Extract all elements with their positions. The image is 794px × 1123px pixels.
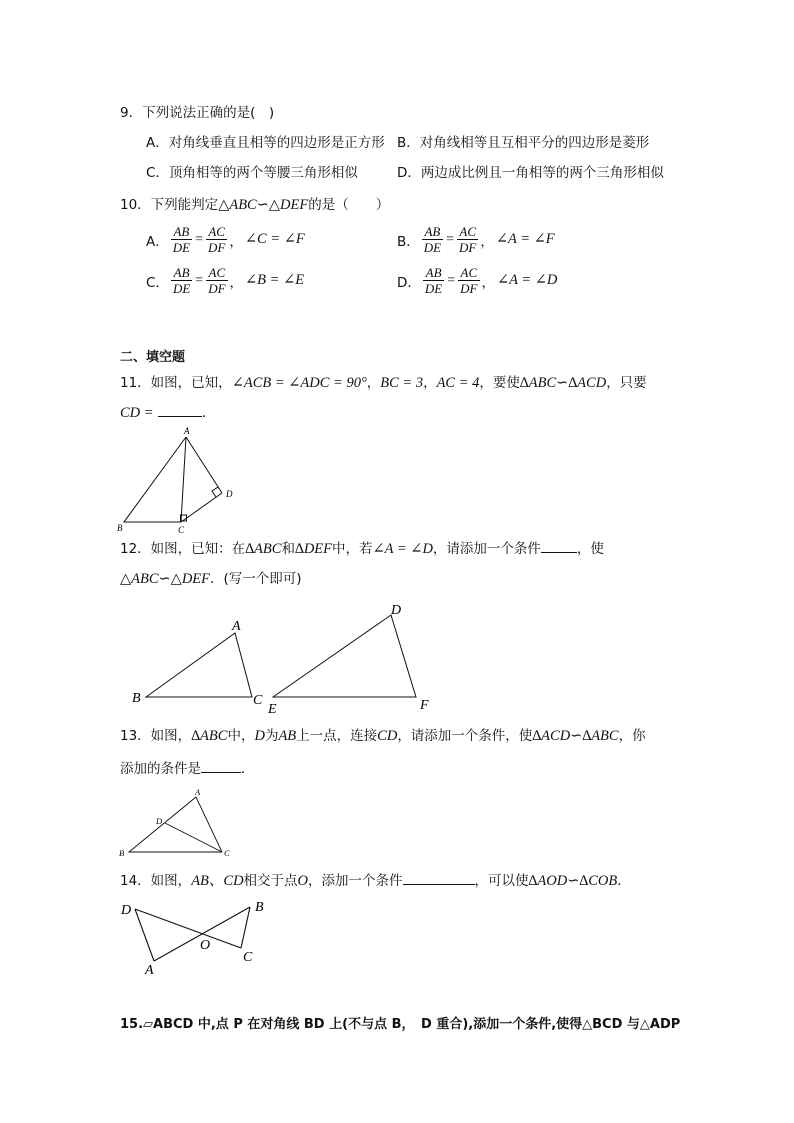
fraction: $\frac{AC}{DF}$ [208, 265, 226, 296]
svg-text:C: C [253, 693, 263, 708]
q13-line2: 添加的条件是 ． [120, 761, 255, 777]
fraction: $\frac{AC}{DF}$ [208, 224, 226, 255]
q11-triangles [124, 437, 222, 522]
answer-blank[interactable] [541, 540, 577, 553]
svg-text:D: D [156, 816, 163, 826]
q10-option-b: B． $\frac{AB}{DE}$ = $\frac{AC}{DF}$ ， ∠A = ∠F [397, 224, 555, 255]
q13-line1: 13．如图，∆ABC中，D为AB上一点，连接CD，请添加一个条件，使∆ACD∽∆ABC，你 [120, 728, 646, 744]
label-b: B [117, 523, 123, 533]
q13-figure [116, 786, 246, 862]
answer-blank[interactable] [403, 872, 475, 885]
fraction: $\frac{AB}{DE}$ [423, 224, 442, 255]
q9-option-b: B．对角线相等且互相平分的四边形是菱形 [397, 135, 650, 151]
q9-option-d: D．两边成比例且一角相等的两个三角形相似 [397, 165, 664, 181]
label-d: D [226, 489, 233, 499]
q12-line1: 12．如图，已知：在∆ABC和∆DEF中，若∠A = ∠D，请添加一个条件 ，使 [120, 541, 604, 557]
triangle-def [273, 615, 416, 697]
q12-figure [128, 600, 438, 718]
segment-bc [241, 907, 250, 948]
answer-blank[interactable] [201, 760, 241, 773]
q11-line1: 11．如图，已知，∠ACB = ∠ADC = 90°，BC = 3，AC = 4，要使∆ABC∽∆ACD，只要 [120, 375, 647, 391]
svg-text:A: A [232, 619, 241, 634]
q9-option-c: C．顶角相等的两个等腰三角形相似 [146, 165, 358, 181]
fraction: $\frac{AB}{DE}$ [172, 224, 191, 255]
fraction: $\frac{AC}{DF}$ [459, 224, 477, 255]
q12-line2: △ABC∽△DEF．(写一个即可) [120, 571, 302, 587]
q10-stem-math: △ABC∽△DEF [218, 197, 309, 213]
svg-text:A: A [195, 787, 201, 797]
q11-figure [115, 425, 245, 535]
fraction: $\frac{AC}{DF}$ [460, 265, 478, 296]
svg-text:C: C [243, 950, 253, 965]
segment-da [135, 909, 154, 961]
svg-text:C: C [224, 848, 230, 858]
svg-text:E: E [268, 702, 277, 717]
svg-text:F: F [420, 698, 429, 713]
triangle-abc [129, 797, 222, 852]
svg-text:B: B [119, 848, 125, 858]
svg-text:O: O [200, 938, 211, 953]
q11-line2: CD = ． [120, 405, 216, 421]
svg-text:B: B [255, 900, 264, 915]
q14-line: 14．如图，AB、CD相交于点O，添加一个条件 ，可以使∆AOD∽∆COB． [120, 873, 631, 889]
q10-option-a: A． $\frac{AB}{DE}$ = $\frac{AC}{DF}$ ， ∠C = ∠F [146, 224, 305, 255]
svg-text:A: A [145, 963, 154, 978]
label-c: C [178, 525, 185, 535]
triangle-abc [146, 633, 252, 697]
svg-text:D: D [121, 903, 132, 918]
q10-stem: 10．下列能判定△ABC∽△DEF的是（ ） [120, 197, 390, 213]
q10-option-c: C． $\frac{AB}{DE}$ = $\frac{AC}{DF}$ ， ∠B = ∠E [146, 265, 305, 296]
section-heading: 二、填空题 [120, 350, 186, 365]
svg-text:B: B [132, 691, 141, 706]
q15-line: 15.▱ABCD 中,点 P 在对角线 BD 上(不与点 B， D 重合),添加一个条件,使得△BCD 与△ADP [120, 1017, 681, 1032]
label-a: A [184, 426, 190, 436]
q9-stem: 9．下列说法正确的是( ) [120, 105, 275, 121]
q14-figure [116, 895, 276, 977]
fraction: $\frac{AB}{DE}$ [424, 265, 443, 296]
segment-cd [165, 823, 222, 852]
answer-blank[interactable] [158, 404, 202, 417]
svg-text:D: D [391, 603, 402, 618]
q10-option-d: D． $\frac{AB}{DE}$ = $\frac{AC}{DF}$ ， ∠A = ∠D [397, 265, 558, 296]
fraction: $\frac{AB}{DE}$ [172, 265, 191, 296]
q9-option-a: A．对角线垂直且相等的四边形是正方形 [146, 135, 385, 151]
